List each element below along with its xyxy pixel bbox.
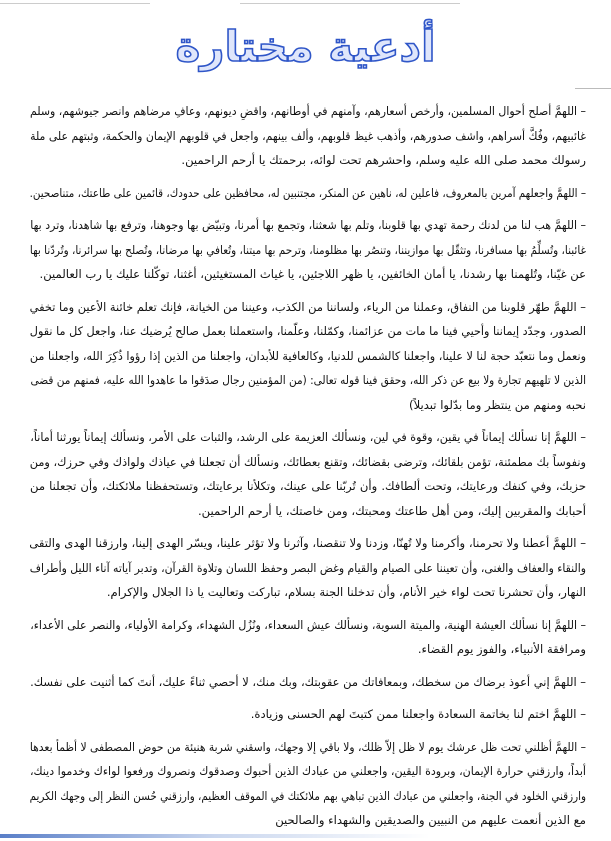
scan-edge-line xyxy=(240,3,460,4)
text-line: – اللهمَّ إني أعوذ برضاك من سخطك، وبمعافاتك من عقوبتك، وبك منك، لا أحصي ثناءً عليك، أنتَ كما أثنيت على نفسك. xyxy=(30,674,586,689)
text-line: – اللهمَّ إنا نسألك إيماناً في يقين، وقوة في لين، ونسألك العزيمة على الرشد، والثبات على الأمر، ونسألك إيماناً يورثنا أماناً، xyxy=(30,430,586,444)
prayer-paragraph xyxy=(30,670,586,695)
text-line: – اللهمَّ طهّر قلوبنا من النفاق، وعملنا من الرياء، ولساننا من الكذب، وعيننا من الخيانة، فإنك تعلم خائنة الأعين وما تخفي xyxy=(29,299,587,314)
prayer-paragraph xyxy=(30,425,586,523)
text-line: وارزقني الخلود في الجنة، واجعلني من عبادك الذين تباهي بهم ملائكتك في الموقف العظيم، وارزقني حُسن النظر إلى وجهك الكريم xyxy=(29,788,587,803)
prayer-paragraph xyxy=(30,99,586,173)
text-line: الذين لا تلهيهم تجارة ولا بيع عن ذكر الله، وحقق فينا قوله تعالى: (من المؤمنين رجال صدَقوا ما عاهدوا الله عليه، فمنهم من قضى xyxy=(30,373,587,387)
text-line: مع الذين أنعمت عليهم من النبيين والصديقين والشهداء والصالحين xyxy=(275,813,586,827)
text-line: – اللهمَّ أصلح أحوال المسلمين، وأرخص أسعارهم، وآمنهم في أوطانهم، واقضِ ديونهم، وعافِ مرضاهم وانصر جيوشهم، وسلم xyxy=(29,104,586,118)
page-title: أدعية مختارة xyxy=(175,22,436,71)
text-line: – اللهمَّ أظلني تحت ظل عرشك يوم لا ظل إلاّ ظلك، ولا باقي إلا وجهك، واسقني شربة هنيئة من حوض المصطفى لا أظمأ بعدها xyxy=(29,739,587,754)
prayer-paragraph xyxy=(30,702,586,727)
text-line: ونعمل وما نتعبّد حجة لنا لا علينا، واجعلنا كالشمس للدنيا، وكالعافية للأبدان، واجعلنا من الذين إذا رؤوا ذُكِرَ الله، واجعلنا من xyxy=(29,348,586,363)
text-line: – اللهمَّ واجعلهم آمرين بالمعروف، فاعلين له، ناهين عن المنكر، مجتنبين له، محافظين على حدودك، قائمين على طاعتك، متناصحين. xyxy=(29,185,587,200)
text-line: أبداً، وارزقني حرارة الإيمان، وبرودة اليقين، واجعلني من عبادك الذين أحبوك وصدقوك ونصروك ورفعوا لواءك وخدموا دينك، xyxy=(29,764,587,778)
text-line: – اللهمَّ هب لنا من لدنك رحمة تهدي بها قلوبنا، وتلم بها شعثنا، وتجمع بها أمرنا، وتبيّض بها وجوهنا، وترفع بها شاهدنا، وترد بها xyxy=(30,218,587,232)
text-line: رسولك محمد صلى الله عليه وسلم، واحشرهم تحت لوائه، برحمتك يا أرحم الراحمين. xyxy=(181,153,586,167)
text-line: غائبيهم، وفُكَّ أسراهم، واشف صدورهم، وأذهب غيظ قلوبهم، وألف بينهم، واجعل في قلوبهم الإيمان والحكمة، وثبتهم على ملة xyxy=(30,128,587,143)
prayer-paragraph xyxy=(30,295,586,418)
text-line: – اللهمَّ اختم لنا بخاتمة السعادة واجعلنا ممن كتبتَ لهم الحسنى وزيادة. xyxy=(250,707,586,721)
prayers-body xyxy=(30,99,586,841)
text-line: غائبنا، وتُسلِّمُ بها مسافرنا، وتثقّل بها موازيننا، وتنصُر بها مظلومنا، وترحم بها ميتنا، وتُعافي بها مرضانا، وتُصلح بها سرائرنا، وتُردّنا بها xyxy=(29,242,587,257)
text-line: الصدور، وجدّد إيماننا وأحيي فينا ما مات من عزائمنا، وكمّلنا، وعلّمنا، واستعملنا بعمل صالح يُرضيك عنا، واجعل كل ما نقول xyxy=(29,324,587,338)
text-line: ونفوساً بك مطمئنة، تؤمن بلقائك، وترضى بقضائك، وتقنع بعطائك، ونسألك أن تجعلنا في عياذك ولواذك وفي حرزك، ومن xyxy=(29,454,586,469)
text-line: – اللهمَّ إنا نسألك العيشة الهنية، والميتة السوية، ونسألك عيش السعداء، ونُزُل الشهداء، وكرامة الأولياء، والنصر على الأعداء، xyxy=(30,617,586,632)
text-line: – اللهمَّ أعطنا ولا تحرمنا، وأكرمنا ولا تُهنّا، وزدنا ولا تنقصنا، وآثرنا ولا تؤثر علينا، ويسّر الهدى إلينا، وارزقنا الهدى والتقى xyxy=(29,536,586,550)
text-line: النهار، وأن تحشرنا تحت لواء خير الأنام، وأن تدخلنا الجنة بسلام، تباركت وتعاليت يا ذا الجلال والإكرام. xyxy=(106,585,586,599)
text-line: عن غيّنا، وتُلهمنا بها رشدنا، يا أمان الخائفين، يا ظهر اللاجئين، يا غياث المستغيثين، أغثنا، توكّلنا عليك يا رب العالمين. xyxy=(39,267,586,281)
prayer-paragraph xyxy=(30,181,586,206)
title-rule xyxy=(575,88,611,89)
text-line: أحبابك والمقربين إليك، ومن أهل طاعتك ومحبتك، ومن خاصتك، يا أرحم الراحمين. xyxy=(198,503,586,518)
scan-edge-line xyxy=(0,3,150,4)
text-line: ومرافقة الأنبياء، والفوز يوم القضاء. xyxy=(417,642,586,656)
text-line: نحبه ومنهم من ينتظر وما بدّلوا تبديلاً) xyxy=(409,397,586,412)
prayer-paragraph xyxy=(30,613,586,662)
text-line: والنقاء والعفاف والغنى، وأن تعيننا على الصيام والقيام وغض البصر وحفظ اللسان وتلاوة القرآن، وتدبر آياته آناء الليل وأطراف xyxy=(29,560,587,575)
text-line: حزبك، وفي كنفك ورعايتك، وتحت ألطافك. وأن تُربّنا على عينك، وتكلأنا برعايتك، وتستحفظنا ملائكتك، وأن تجعلنا من xyxy=(30,479,586,493)
prayer-paragraph xyxy=(30,213,586,287)
bottom-decorative-bar xyxy=(0,834,430,838)
prayer-paragraph xyxy=(30,735,586,833)
prayer-paragraph xyxy=(30,531,586,605)
